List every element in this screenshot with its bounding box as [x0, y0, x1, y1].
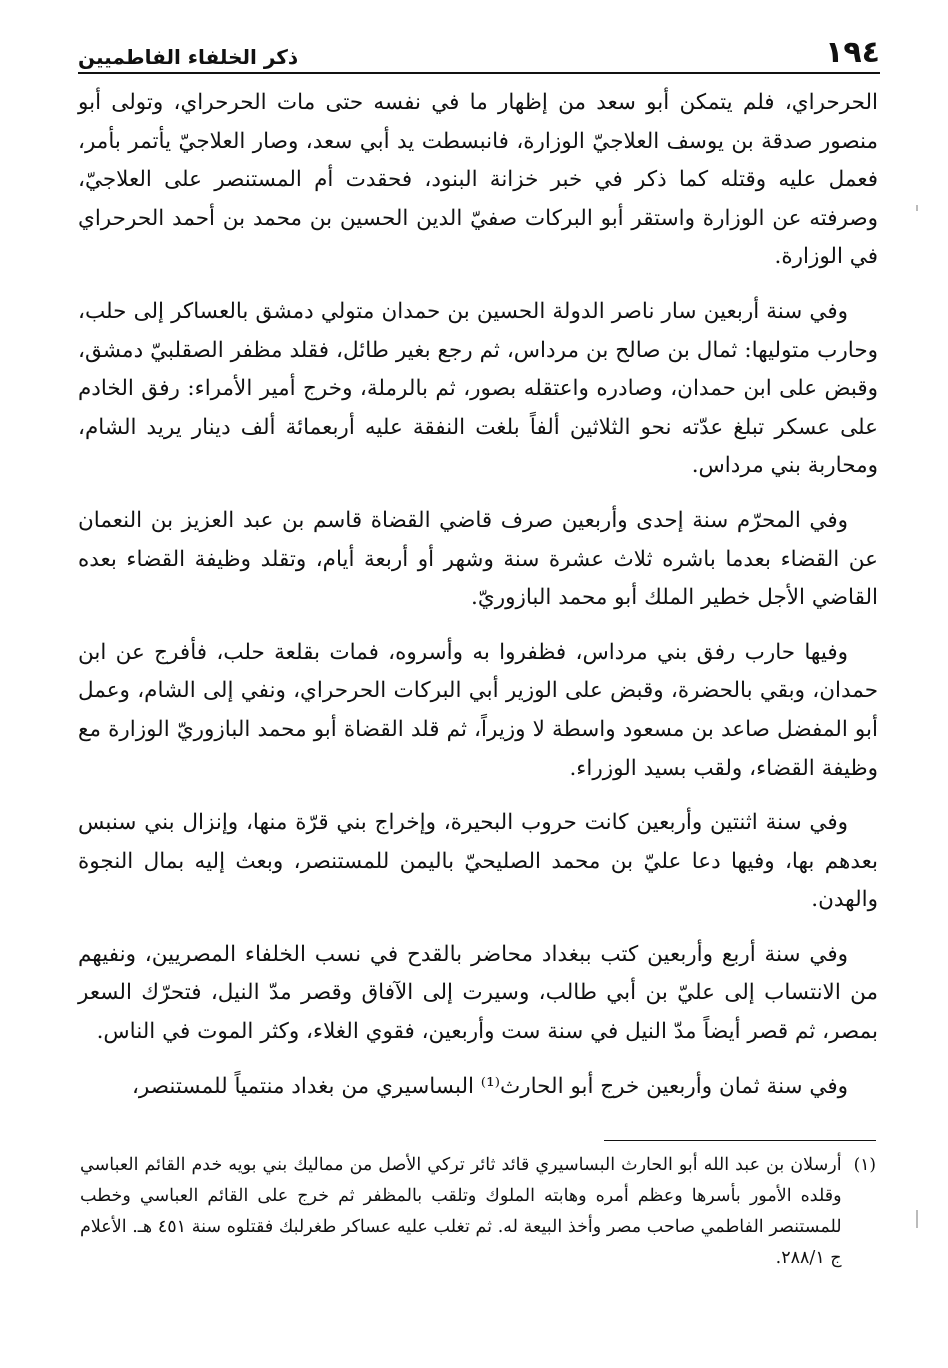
- scan-margin-mark: [916, 205, 918, 211]
- paragraph: وفي سنة أربعين سار ناصر الدولة الحسين بن حمدان متولي دمشق بالعساكر إلى حلب، وحارب متوليها: ثمال بن صالح بن مرداس، ثم رجع بغير طائل، فقلد مظفر الصقلبيّ دمشق، وقبض على ابن حمدان، وصادره واعتقله بصور، ثم بالرملة، وخرج أمير الأمراء: رفق الخادم على عسكر تبلغ عدّته نحو الثلاثين ألفاً بلغت النفقة عليه أربعمائة ألف دينار يريد الشام، ومحاربة بني مرداس.: [78, 298, 878, 479]
- paragraph: وفي المحرّم سنة إحدى وأربعين صرف قاضي القضاة قاسم بن عبد العزيز بن النعمان عن القضاء بعدما باشره ثلاث عشرة سنة وشهر أو أربعة أيام، وتقلد وظيفة القضاء بعده القاضي الأجل خطير الملك أبو محمد البازوريّ.: [78, 507, 878, 611]
- footnote: [80, 1150, 876, 1274]
- paragraph: وفي سنة اثنتين وأربعين كانت حروب البحيرة، وإخراج بني قرّة منها، وإنزال بني سنبس بعدهم بها، وفيها دعا عليّ بن محمد الصليحيّ باليمن للمستنصر، وبعث إليه بمال النجوة والهدن.: [78, 810, 878, 913]
- page-header: [78, 28, 880, 74]
- paragraph: الحرحراي، فلم يتمكن أبو سعد من إظهار ما في نفسه حتى مات الحرحراي، وتولى أبو منصور صدقة بن يوسف العلاجيّ الوزارة، فانبسطت يد أبي سعد، وصار العلاجيّ يأتمر بأمر، فعمل عليه وقتله كما ذكر في خبر خزانة البنود، فحقدت أم المستنصر على العلاجيّ، وصرفته عن الوزارة واستقر أبو البركات صفيّ الدين الحسين بن محمد بن أحمد الحرحراي في الوزارة.: [78, 90, 878, 270]
- running-title: ذكر الخلفاء الفاطميين: [78, 45, 299, 69]
- footnote-text: أرسلان بن عبد الله أبو الحارث البساسيري قائد ثائر تركي الأصل من مماليك بني بويه خدم القائم العباسي وقلده الأمور بأسرها وعظم أمره وهابته الملوك وتلقب بالمظفر ثم خرج على القائم العباسي وخطب للمستنصر الفاطمي صاحب مصر وأخذ البيعة له. ثم تغلب عليه عساكر طغرلبك فقتلوه سنة ٤٥١ هـ. الأعلام ج ٢٨٨/١.: [80, 1155, 842, 1268]
- page-number: ١٩٤: [825, 35, 880, 70]
- paragraph: وفي سنة ثمان وأربعين خرج أبو الحارث⁽¹⁾ البساسيري من بغداد منتمياً للمستنصر،: [131, 1073, 848, 1099]
- scan-margin-mark: [916, 1210, 918, 1228]
- footnote-separator: [604, 1140, 876, 1141]
- footnote-marker: (١): [853, 1155, 876, 1175]
- paragraph: وفي سنة أربع وأربعين كتب ببغداد محاضر بالقدح في نسب الخلفاء المصريين، ونفيهم من الانتساب إلى عليّ بن أبي طالب، وسيرت إلى الآفاق وقصر مدّ النيل، فتحرّك السعر بمصر، ثم قصر أيضاً مدّ النيل في سنة ست وأربعين، فقوي الغلاء، وكثر الموت في الناس.: [78, 941, 878, 1045]
- main-text: [78, 84, 878, 1122]
- footnotes: [80, 1150, 876, 1274]
- paragraph: وفيها حارب رفق بني مرداس، فظفروا به وأسروه، فمات بقلعة حلب، فأفرج عن ابن حمدان، وبقي بالحضرة، وقبض على الوزير أبي البركات الحرحراي، ونفي إلى الشام، وعمل أبو المفضل صاعد بن مسعود واسطة لا وزيراً، ثم قلد القضاة أبو محمد البازوريّ الوزارة مع وظيفة القضاء، ولقب بسيد الوزراء.: [78, 639, 878, 781]
